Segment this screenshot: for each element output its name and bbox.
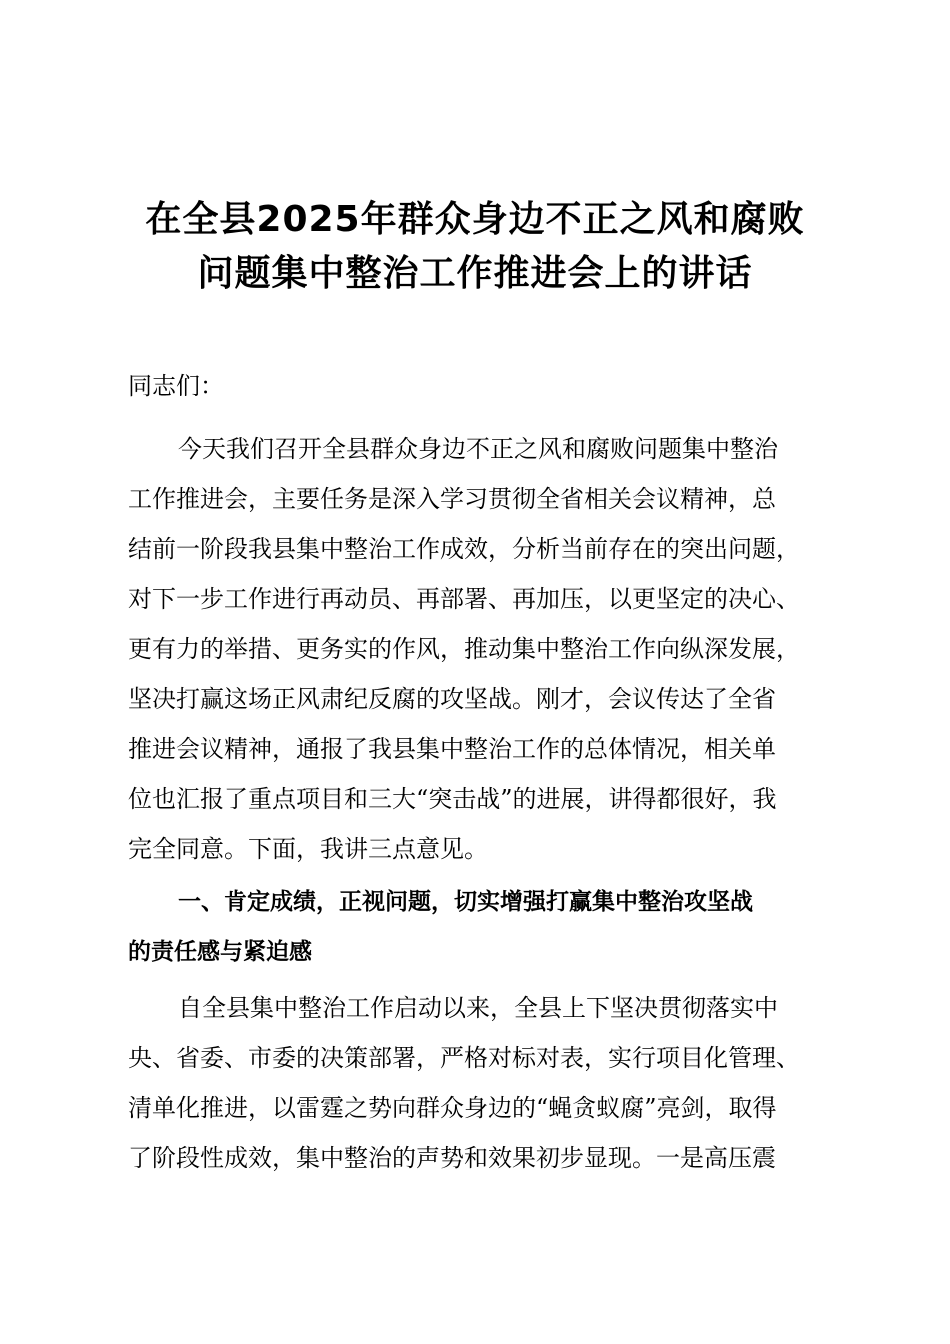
paragraph-line: 央、省委、市委的决策部署，严格对标对表，实行项目化管理、 bbox=[128, 1044, 800, 1072]
paragraph-line: 工作推进会，主要任务是深入学习贯彻全省相关会议精神，总 bbox=[128, 485, 776, 513]
paragraph-line: 清单化推进，以雷霆之势向群众身边的“蝇贪蚁腐”亮剑，取得 bbox=[128, 1094, 777, 1122]
title-line-1: 在全县2025年群众身边不正之风和腐败 bbox=[145, 199, 805, 240]
paragraph-line: 推进会议精神，通报了我县集中整治工作的总体情况，相关单 bbox=[128, 735, 776, 763]
paragraph-line: 位也汇报了重点项目和三大“突击战”的进展，讲得都很好，我 bbox=[128, 785, 777, 813]
section-heading-1 bbox=[128, 877, 840, 977]
heading-line: 的责任感与紧迫感 bbox=[128, 939, 312, 965]
paragraph-line: 完全同意。下面，我讲三点意见。 bbox=[128, 835, 488, 863]
document-title bbox=[60, 193, 890, 301]
paragraph-line: 结前一阶段我县集中整治工作成效，分析当前存在的突出问题， bbox=[128, 535, 800, 563]
paragraph-line: 更有力的举措、更务实的作风，推动集中整治工作向纵深发展， bbox=[128, 635, 800, 663]
salutation: 同志们： bbox=[128, 372, 224, 400]
paragraph-line: 自全县集中整治工作启动以来，全县上下坚决贯彻落实中 bbox=[178, 994, 778, 1022]
paragraph-line: 对下一步工作进行再动员、再部署、再加压，以更坚定的决心、 bbox=[128, 585, 800, 613]
paragraph-intro bbox=[128, 424, 840, 874]
paragraph-line: 今天我们召开全县群众身边不正之风和腐败问题集中整治 bbox=[178, 435, 778, 463]
paragraph-section1 bbox=[128, 983, 840, 1183]
heading-line: 一、肯定成绩，正视问题，切实增强打赢集中整治攻坚战 bbox=[178, 889, 753, 915]
title-line-2: 问题集中整治工作推进会上的讲话 bbox=[197, 253, 753, 294]
paragraph-line: 坚决打赢这场正风肃纪反腐的攻坚战。刚才，会议传达了全省 bbox=[128, 685, 776, 713]
paragraph-line: 了阶段性成效，集中整治的声势和效果初步显现。一是高压震 bbox=[128, 1144, 776, 1172]
